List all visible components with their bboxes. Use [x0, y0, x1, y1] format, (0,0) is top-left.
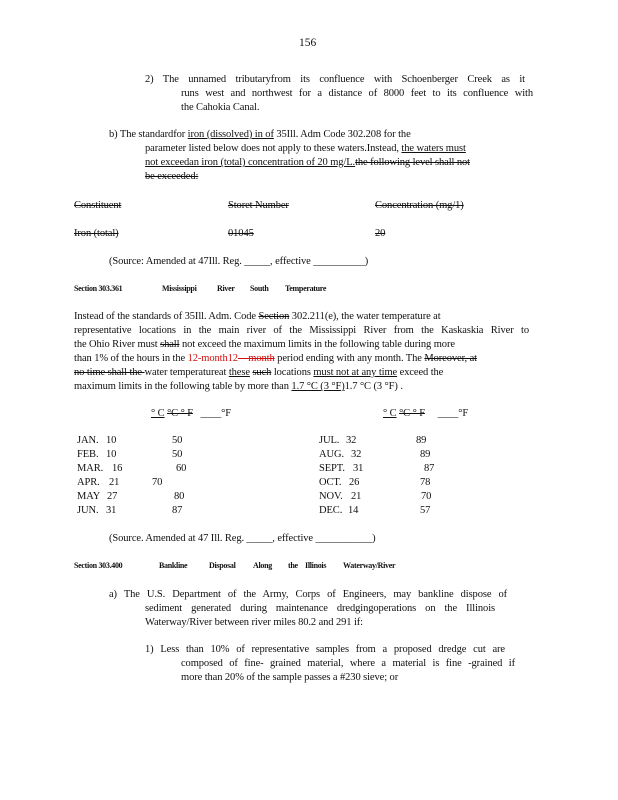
temp-fahrenheit: 89 [420, 449, 431, 460]
temp-fahrenheit: 78 [420, 477, 431, 488]
para-line-2: representative locations in the main river of the Mississippi River from the Kaskaskia River to [74, 325, 529, 336]
item-2-line-2: runs west and northwest for a distance of 8000 feet to its confluence with [181, 88, 533, 99]
section-303-400-title-word: Disposal [209, 561, 236, 570]
temp-celsius: 32 [346, 435, 357, 446]
item-a1-line-3: more than 20% of the sample passes a #230 sieve; or [181, 672, 399, 683]
temp-celsius: 32 [351, 449, 362, 460]
temp-header-right: ° C °C ° F ____°F [383, 408, 469, 419]
section-303-361-title-word: Mississippi [162, 284, 197, 293]
section-303-400-number: Section 303.400 [74, 561, 123, 570]
temp-fahrenheit: 50 [172, 449, 183, 460]
para-line-1: Instead of the standards of 35Ill. Adm. Code Section 302.211(e), the water temperature at [74, 311, 441, 322]
temp-month: JUL. [319, 435, 340, 446]
temp-celsius: 14 [348, 505, 359, 516]
section-303-361-title-word: Temperature [285, 284, 327, 293]
temp-celsius: 31 [106, 505, 117, 516]
temp-month: OCT. [319, 477, 342, 488]
temp-month: MAR. [77, 463, 104, 474]
temp-month: DEC. [319, 505, 343, 516]
temp-month: APR. [77, 477, 100, 488]
item-b-line-4: be exceeded: [145, 171, 199, 182]
temp-fahrenheit: 70 [421, 491, 432, 502]
temp-month: FEB. [77, 449, 99, 460]
limit-inserted: 1.7 °C (3 °F) [291, 381, 345, 392]
table-header-concentration: Concentration (mg/1) [375, 200, 464, 211]
temp-fahrenheit: 57 [420, 505, 431, 516]
section-303-400-title-word: Along [253, 561, 272, 570]
temp-celsius: 16 [112, 463, 123, 474]
item-2-line-1: 2) The unnamed tributaryfrom its confluence with Schoenberger Creek as it [145, 74, 525, 85]
waters-must-inserted: the waters must [401, 143, 466, 154]
temp-fahrenheit: 89 [416, 435, 427, 446]
table-header-constituent: Constituent [74, 200, 122, 211]
temp-celsius: 21 [351, 491, 362, 502]
item-a-line-1: a) The U.S. Department of the Army, Corps of Engineers, may bankline dispose of [109, 589, 507, 600]
source-note-2: (Source. Amended at 47 Ill. Reg. _____, effective ___________) [109, 533, 376, 544]
temp-month: MAY [77, 491, 101, 502]
shall-deleted: shall [160, 339, 180, 350]
temp-fahrenheit: 50 [172, 435, 183, 446]
item-2-line-3: the Cahokia Canal. [181, 102, 260, 113]
temp-celsius: 21 [109, 477, 120, 488]
month-deleted: —month [237, 353, 275, 364]
source-note-1: (Source: Amended at 47Ill. Reg. _____, effective __________) [109, 256, 369, 267]
para-line-3: the Ohio River must shall not exceed the maximum limits in the following table during more [74, 339, 455, 350]
item-a-line-2: sediment generated during maintenance dredgingoperations on the Illinois [145, 603, 495, 614]
section-303-361-title-word: South [250, 284, 269, 293]
section-303-400-title-word: Illinois [305, 561, 327, 570]
item-b-line-1: b) The standardfor iron (dissolved) in of 35Ill. Adm Code 302.208 for the [109, 129, 411, 140]
section-303-361-title-word: River [217, 284, 235, 293]
section-303-400-title-word: Bankline [159, 561, 188, 570]
no-time-shall-deleted: no time shall the [74, 367, 145, 378]
item-b-line-2: parameter listed below does not apply to these waters.Instead, the waters must [145, 143, 466, 154]
para-line-5: no time shall the water temperatureat these such locations must not at any time exceed the [74, 367, 444, 378]
iron-dissolved-inserted: iron (dissolved) in of [187, 129, 274, 140]
table-cell-iron-total: Iron (total) [74, 228, 119, 239]
must-not-inserted: must not at any time [313, 367, 398, 378]
section-303-361-number: Section 303.361 [74, 284, 123, 293]
para-line-4: than 1% of the hours in the 12-month12—month period ending with any month. The Moreover, at [74, 353, 477, 364]
table-cell-storet-number: 01045 [228, 228, 254, 239]
section-303-400-title-word: Waterway/River [343, 561, 396, 570]
section-303-400-title-word: the [288, 561, 298, 570]
12-month-inserted: 12-month12 [187, 353, 238, 364]
temp-month: JAN. [77, 435, 99, 446]
temp-month: NOV. [319, 491, 343, 502]
item-a1-line-1: 1) Less than 10% of representative samples from a proposed dredge cut are [145, 644, 505, 655]
temp-celsius: 10 [106, 435, 117, 446]
page-number: 156 [299, 37, 317, 49]
table-header-storet: Storet Number [228, 200, 289, 211]
temp-celsius: 26 [349, 477, 360, 488]
temp-month: JUN. [77, 505, 99, 516]
para-line-6: maximum limits in the following table by more than 1.7 °C (3 °F)1.7 °C (3 °F) . [74, 381, 403, 392]
section-deleted: Section [258, 311, 290, 322]
item-a-line-3: Waterway/River between river miles 80.2 and 291 if: [145, 617, 363, 628]
temp-fahrenheit: 70 [152, 477, 163, 488]
temp-fahrenheit: 80 [174, 491, 185, 502]
item-b-line-3 [145, 158, 470, 169]
temp-header-left: ° C °C ° F ____°F [151, 408, 231, 419]
temp-month: AUG. [319, 449, 344, 460]
not-exceed-inserted: not exceedan iron (total) concentration of 20 mg/L. [145, 157, 356, 168]
these-inserted: these [228, 367, 250, 378]
moreover-deleted: Moreover, at [424, 353, 477, 364]
temp-celsius: 10 [106, 449, 117, 460]
following-level-deleted: the following level shall not [355, 157, 470, 168]
table-cell-concentration: 20 [375, 228, 386, 239]
such-deleted: such [252, 367, 272, 378]
temp-month: SEPT. [319, 463, 345, 474]
temp-fahrenheit: 87 [172, 505, 183, 516]
temp-fahrenheit: 87 [424, 463, 435, 474]
temp-celsius: 27 [107, 491, 118, 502]
temp-celsius: 31 [353, 463, 364, 474]
item-a1-line-2: composed of fine- grained material, where a material is fine -grained if [181, 658, 515, 669]
temp-fahrenheit: 60 [176, 463, 187, 474]
